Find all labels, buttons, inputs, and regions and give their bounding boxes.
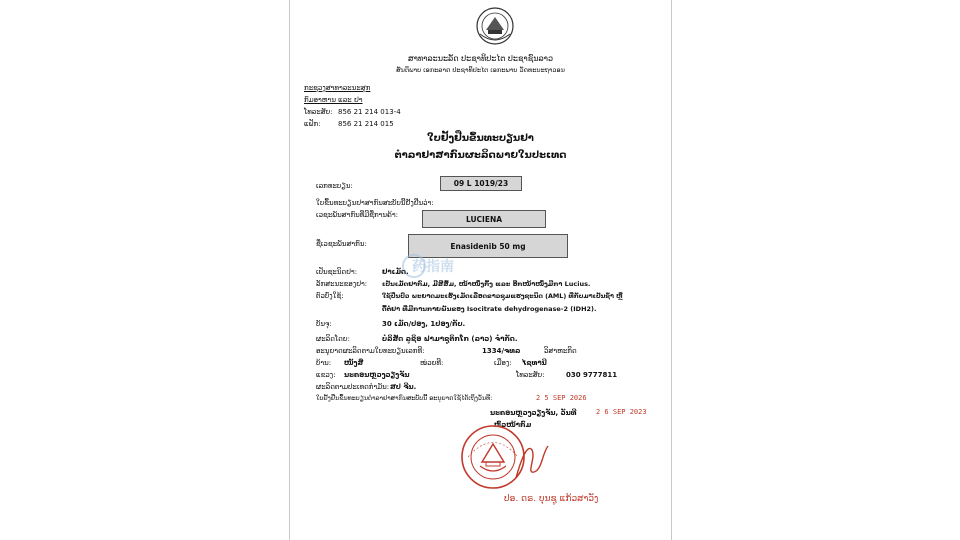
detail-label: ລັກສະນະຂອງຢາ: [316, 280, 368, 288]
issue-place: ນະຄອນຫຼວງວຽງຈັນ, ວັນທີ [490, 409, 577, 417]
registration-number: 09 L 1019/23 [440, 176, 522, 191]
ministry-name: ກະຊວງສາທາລະນະສຸກ [304, 84, 371, 92]
watermark-text: 药指南 [412, 259, 454, 275]
province-label: ແຂວງ: [316, 371, 336, 379]
registration-label: ເລກທະບຽນ: [316, 182, 353, 190]
certificate-title: ໃບຢັ້ງຢືນຂຶ້ນທະບຽນຢາ [427, 133, 534, 144]
signature-icon [512, 436, 552, 486]
district-value: ໄຊທານີ [522, 359, 547, 367]
contact-phone-label: ໂທລະສັບ: [516, 371, 545, 379]
detail-value: 30 ເມັດ/ປອງ, 1ປອງ/ກັບ. [382, 320, 466, 328]
permit-number: 1334/ຈທລ [482, 347, 521, 355]
certificate-page [289, 0, 672, 540]
validity-date-stamp: 2 5 SEP 2026 [536, 394, 587, 402]
contact-phone-value: 030 9777811 [566, 371, 618, 379]
country-name: ສາທາລະນະລັດ ປະຊາທິປະໄຕ ປະຊາຊົນລາວ [407, 54, 554, 63]
detail-value: ຢາເມັດ. [382, 268, 409, 276]
group-label: ໜ່ວຍທີ: [420, 359, 444, 367]
detail-label: ເປັນຊະນິດຢາ: [316, 268, 358, 276]
trade-name-label: ເວຊະພັນສາກົນທີ່ມີຊື່ການຄ້າ: [316, 211, 398, 219]
district-label: ເມືອງ: [494, 359, 512, 367]
signatory-name: ປອ. ດຣ. ບຸນຊູ ແກ້ວສາວັງ [504, 494, 599, 504]
generic-name-label: ຊື່ເວຊະພັນສາກົນ: [316, 240, 367, 248]
department-name: ກົມອາຫານ ແລະ ຢາ [304, 96, 363, 104]
detail-label: ຜະລິດໂດຍ: [316, 335, 350, 343]
trade-name-value: LUCIENA [422, 210, 546, 228]
national-emblem-icon [474, 6, 516, 46]
village-label: ບ້ານ: [316, 359, 332, 367]
phone-label: ໂທລະສັບ: [304, 108, 333, 116]
generic-name-value: Enasidenib 50 mg [408, 234, 568, 258]
issue-date-stamp: 2 6 SEP 2023 [596, 408, 647, 416]
country-label: ຜະລິດຕາມປະເທດກຳມັນ: [316, 383, 390, 391]
detail-value: ດື້ຕໍ່ຢາ ທີ່ມີການກາຍພັນຂອງ Isocitrate dehydrogenase-2 (IDH2). [382, 305, 597, 313]
fax-value: 856 21 214 015 [338, 120, 394, 128]
certify-text: ໃບຂຶ້ນທະບຽນຢາສາກົນສະບັບນີ້ຢັ້ງຢືນວ່າ: [316, 199, 434, 207]
fax-label: ແຟັກ: [304, 120, 321, 128]
detail-value: ໃຊ້ປິ່ນປົວ ພະຍາດມະເຮັງເມັດເລືອດຂາວຊຸມແຮງຊະນິດ (AML) ທີ່ກັບມາເປັນຊໍ້າ ຫຼື [382, 292, 623, 300]
certificate-subtitle: ຕຳລາຢາສາກົນຜະລິດພາຍໃນປະເທດ [394, 150, 567, 161]
detail-label: ຕົວບົ່ງໃຊ້: [316, 292, 344, 300]
signer-title: ຫົວໜ້າກົມ [494, 421, 532, 429]
country-value: ສປ ຈີນ. [390, 383, 417, 391]
validity-label: ໃບຢັ້ງຢືນຂຶ້ນທະບຽນຕຳລາຢາສາກົນສະບັບນີ້ ອະນຸຍາດໃຊ້ໄດ້ເຖິງວັນທີ: [316, 395, 493, 402]
enterprise-label: ວິສາຫະກິດ [544, 347, 577, 355]
national-motto: ສັນຕິພາບ ເອກະລາດ ປະຊາທິປະໄຕ ເອກະພາບ ວັດທະນະຖາວອນ [396, 66, 565, 74]
permit-label: ອະນຸຍາດຜະລິດຕາມໃບທະບຽນເລກທີ: [316, 347, 425, 355]
phone-value: 856 21 214 013-4 [338, 108, 401, 116]
village-value: ໜັງສື [344, 359, 364, 367]
province-value: ນະຄອນຫຼວງວຽງຈັນ [344, 371, 410, 379]
detail-value: ບໍລິສັດ ລູຊິອ ຟາມາຊູຕິກໂກ (ລາວ) ຈຳກັດ. [382, 335, 518, 343]
detail-label: ບັນຈຸ: [316, 320, 332, 328]
detail-value: ເປັນເມັດຢາກົມ, ມີສີສົ້ມ, ໜ້າໜຶ່ງກົ້ງ ແລະ ອີກໜ້າໜຶ່ງມີກາ Lucius. [382, 280, 591, 288]
